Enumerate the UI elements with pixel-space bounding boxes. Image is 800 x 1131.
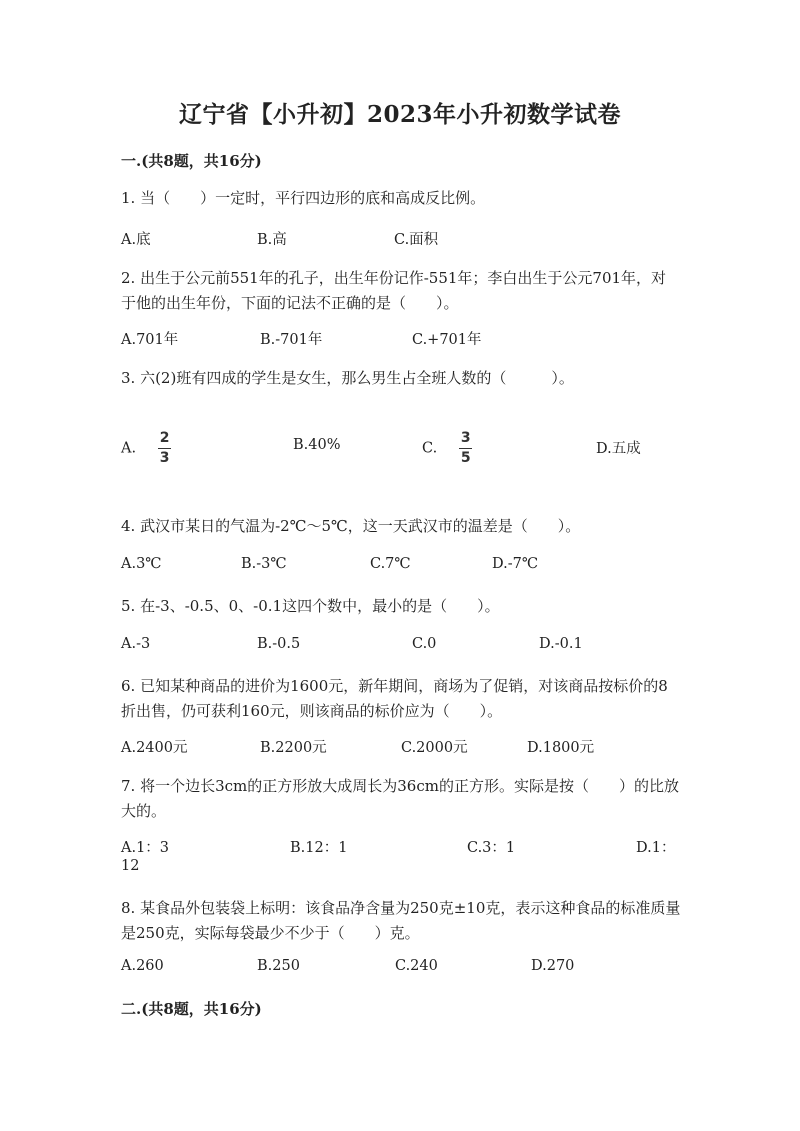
q4-option-b: B.-3℃ [241,556,287,572]
page-title: 辽宁省【小升初】2023年小升初数学试卷 [178,101,621,128]
fraction-numerator: 3 [460,430,471,446]
question-5: 5. 在-3、-0.5、0、-0.1这四个数中，最小的是（ ）。 [121,597,500,615]
q2-option-c: C.+701年 [412,332,482,348]
fraction-denominator: 5 [460,450,471,467]
question-3: 3. 六(2)班有四成的学生是女生，那么男生占全班人数的（ ）。 [121,369,574,387]
question-2: 2. 出生于公元前551年的孔子，出生年份记作-551年；李白出生于公元701年，对于他的出生年份，下面的记法不正确的是（ ）。 [121,269,667,312]
q8-option-b: B.250 [257,958,300,974]
fraction-bar [158,448,171,449]
q8-option-a: A.260 [121,958,164,974]
q1-option-c: C.面积 [394,232,439,248]
q3-option-a-fraction [158,430,171,467]
q6-option-b: B.2200元 [260,740,327,756]
q8-option-d: D.270 [531,958,575,974]
question-4: 4. 武汉市某日的气温为-2℃～5℃，这一天武汉市的温差是（ ）。 [121,517,581,535]
question-6: 6. 已知某种商品的进价为1600元，新年期间，商场为了促销，对该商品按标价的8折出售，仍可获利160元，则该商品的标价应为（ ）。 [121,677,668,720]
q2-option-b: B.-701年 [260,332,323,348]
q7-option-b: B.12：1 [290,840,348,856]
q6-option-c: C.2000元 [401,740,468,756]
q2-option-a: A.701年 [121,332,179,348]
q3-option-c [422,430,472,467]
q5-option-c: C.0 [412,636,437,652]
q4-option-a: A.3℃ [121,556,162,572]
q3-option-a [121,430,171,467]
q4-option-c: C.7℃ [370,556,411,572]
question-8: 8. 某食品外包装袋上标明：该食品净含量为250克±10克，表示这种食品的标准质量是250克，实际每袋最少不少于（ ）克。 [121,899,681,942]
q6-option-a: A.2400元 [121,740,188,756]
q7-option-d: D.1： [636,840,676,856]
q6-option-d: D.1800元 [527,740,595,756]
q3-option-d: D.五成 [596,441,641,457]
q5-option-d: D.-0.1 [539,636,583,652]
section-heading-2: 二.(共8题，共16分) [121,1000,262,1018]
question-7: 7. 将一个边长3cm的正方形放大成周长为36cm的正方形。实际是按（ ）的比放大的。 [121,777,679,820]
fraction-bar [459,448,472,449]
q5-option-b: B.-0.5 [257,636,301,652]
q7-option-c: C.3：1 [467,840,516,856]
q3-option-a-label: A. [121,440,137,457]
q7-option-a: A.1：3 [121,840,170,856]
fraction-numerator: 2 [159,430,170,446]
q3-option-b: B.40% [293,437,341,453]
q1-option-a: A.底 [121,232,151,248]
q8-option-c: C.240 [395,958,438,974]
q1-option-b: B.高 [257,232,287,248]
fraction-denominator: 3 [159,450,170,467]
q3-option-c-fraction [459,430,472,467]
q7-option-d-continued: 12 [121,858,140,874]
section-heading-1: 一.(共8题，共16分) [121,152,262,170]
question-1: 1. 当（ ）一定时，平行四边形的底和高成反比例。 [121,189,486,207]
q5-option-a: A.-3 [121,636,151,652]
q4-option-d: D.-7℃ [492,556,539,572]
q3-option-c-label: C. [422,440,438,457]
